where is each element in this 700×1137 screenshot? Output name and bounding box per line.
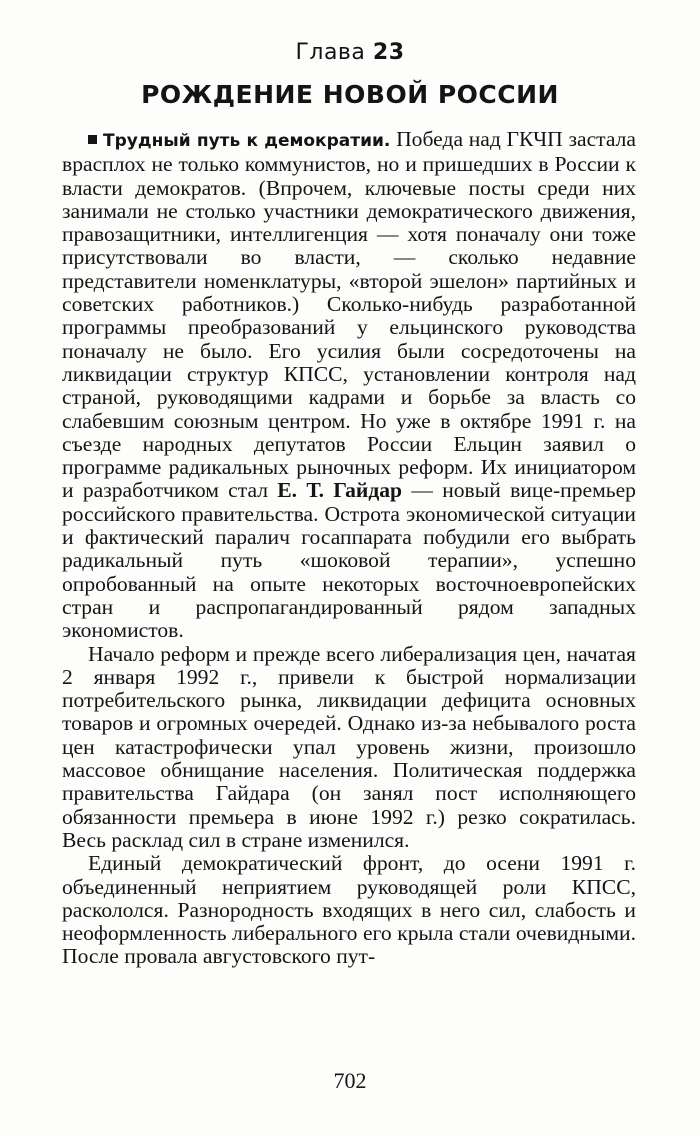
chapter-label (0, 40, 700, 65)
section-heading: Трудный путь к демократии. (103, 131, 391, 151)
paragraph-2: Начало реформ и прежде всего либерализация цен, начатая 2 января 1992 г., привели к быстрой нормализации потребительского рынка, ликвидации дефицита основных товаров и огромных очередей. Однако из-за небывалого роста цен катастрофически упал уровень жизни, произошло массовое обнищание населения. Политическая поддержка правительства Гайдара (он занял пост исполняющего обязанности премьера в июне 1992 г.) резко сократилась. Весь расклад сил в стране изменился. (62, 641, 636, 852)
paragraph-3: Единый демократический фронт, до осени 1991 г. объединенный неприятием руководящей роли КПСС, раскололся. Разнородность входящих в него сил, слабость и неоформленность либерального его крыла стали очевидными. После провала августовского пут- (62, 851, 636, 969)
chapter-word: Глава (295, 40, 366, 65)
chapter-title: РОЖДЕНИЕ НОВОЙ РОССИИ (141, 80, 559, 109)
paragraph-1-text-b: — новый вице-премьер российского правительства. Острота экономической ситуации и фактический паралич госаппарата побудили его выбрать радикальный путь «шоковой терапии», успешно опробованный на опыте некоторых восточноевропейских стран и распропагандированный рядом западных экономистов. (62, 478, 636, 643)
chapter-number: 23 (372, 40, 405, 65)
paragraph-1 (62, 128, 636, 643)
paragraph-1-text-a: Победа над ГКЧП застала врасплох не только коммунистов, но и пришедших в России к власти демократов. (Впрочем, ключевые посты среди них занимали не столько участники демократического движения, правозащитники, интеллигенция — хотя поначалу они тоже присутствовали во власти, — сколько недавние представители номенклатуры, «второй эшелон» партийных и советских работников.) Сколько-нибудь разработанной программы преобразований у ельцинского руководства поначалу не было. Его усилия были сосредоточены на ликвидации структур КПСС, установлении контроля над страной, руководящими кадрами и борьбе за власть со слабевшим союзным центром. Но уже в октябре 1991 г. на съезде народных депутатов России Ельцин заявил о программе радикальных рыночных реформ. Их инициатором и разработчиком стал (62, 127, 637, 503)
page-body (62, 128, 636, 969)
square-bullet-icon (88, 135, 97, 144)
page-number: 702 (333, 1068, 367, 1093)
person-name: Е. Т. Гайдар (277, 478, 403, 503)
